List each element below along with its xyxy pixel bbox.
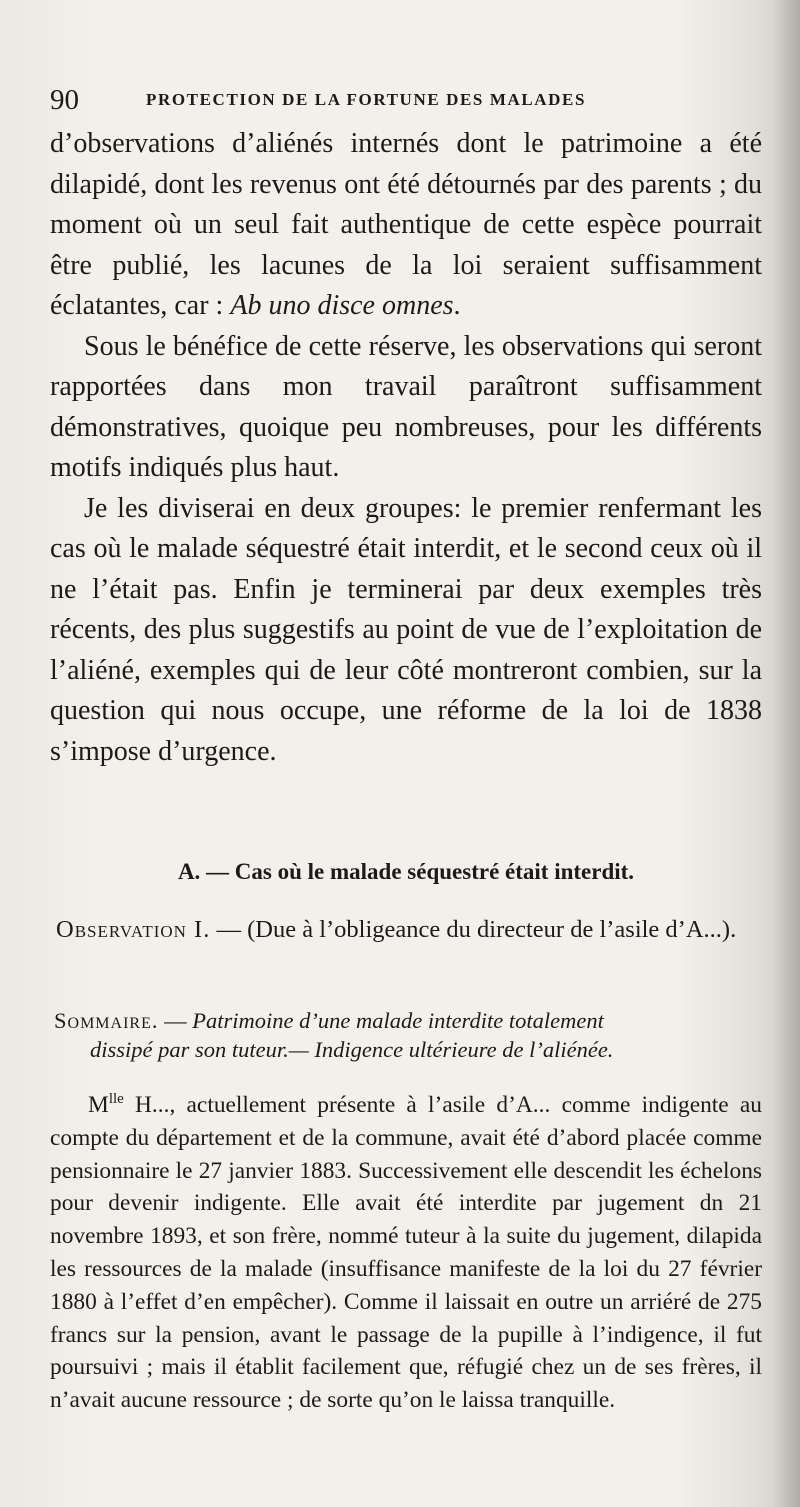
body-text-lower [50,1083,762,1417]
observation-label: Observation I. [56,916,211,943]
paragraph-1-text: d’observations d’aliénés internés dont le patrimoine a été dilapidé, dont les revenus ont été détournés par des parents ; du moment où un seul fait authentique de cette espèce pourrait être publié, les lacunes de la loi seraient suffisamment éclatantes, car : [50,128,762,321]
page-header [50,82,762,118]
observation-text: — (Due à l’obligeance du directeur de l’asile d’A...). [210,916,737,943]
paragraph-3: Je les diviserai en deux groupes: le premier renfermant les cas où le malade séquestré était interdit, et le second ceux où il ne l’était pas. Enfin je terminerai par deux exemples très récents, des plus suggestifs au point de vue de l’exploitation de l’aliéné, exemples qui de leur côté montreront combien, sur la question qui nous occupe, une réforme de la loi de 1838 s’impose d’urgence. [50,492,762,767]
page-number: 90 [50,84,79,116]
sommaire-line-2: dissipé par son tuteur.— Indigence ultérieure de l’aliénée. [90,1037,614,1062]
sommaire-label: Sommaire. [54,1008,159,1033]
case-title-sup: lle [108,1091,124,1107]
case-title: M [88,1092,109,1118]
sommaire [54,1006,766,1064]
case-text: H..., actuellement présente à l’asile d’A... comme indigente au compte du département et de la commune, avait été d’abord placée comme pensionnaire le 27 janvier 1883. Successivement elle descendit les échelons pour devenir indigente. Elle avait été interdite par jugement dn 21 novembre 1893, et son frère, nommé tuteur à la suite du jugement, dilapida les ressources de la malade (insuffisance manifeste de la loi du 27 février 1880 à l’effet d’en empêcher). Comme il laissait en outre un arriéré de 275 francs sur la pension, avant le passage de la pupille à l’indigence, il fut poursuivi ; mais il établit facilement que, réfugié chez un de ses frères, il n’avait aucune ressource ; de sorte qu’on le laissa tranquille. [50,1092,762,1414]
running-head: PROTECTION DE LA FORTUNE DES MALADES [146,90,587,109]
latin-quote: Ab uno disce omnes [230,290,454,321]
sommaire-dash: — [158,1008,193,1033]
section-heading: A. — Cas où le malade séquestré était interdit. [177,859,635,884]
binding-shadow [772,0,800,1507]
paragraph-1-end: . [453,290,461,321]
body-text-upper [50,124,762,772]
paragraph-1 [50,124,762,327]
case-paragraph [50,1083,762,1417]
observation-heading [56,914,768,945]
paragraph-2: Sous le bénéfice de cette réserve, les observations qui seront rapportées dans mon travail paraîtront suffisamment démonstratives, quoique peu nombreuses, pour les différents motifs indiqués plus haut. [50,330,762,483]
sommaire-line-1: Patrimoine d’une malade interdite totalement [192,1008,604,1033]
